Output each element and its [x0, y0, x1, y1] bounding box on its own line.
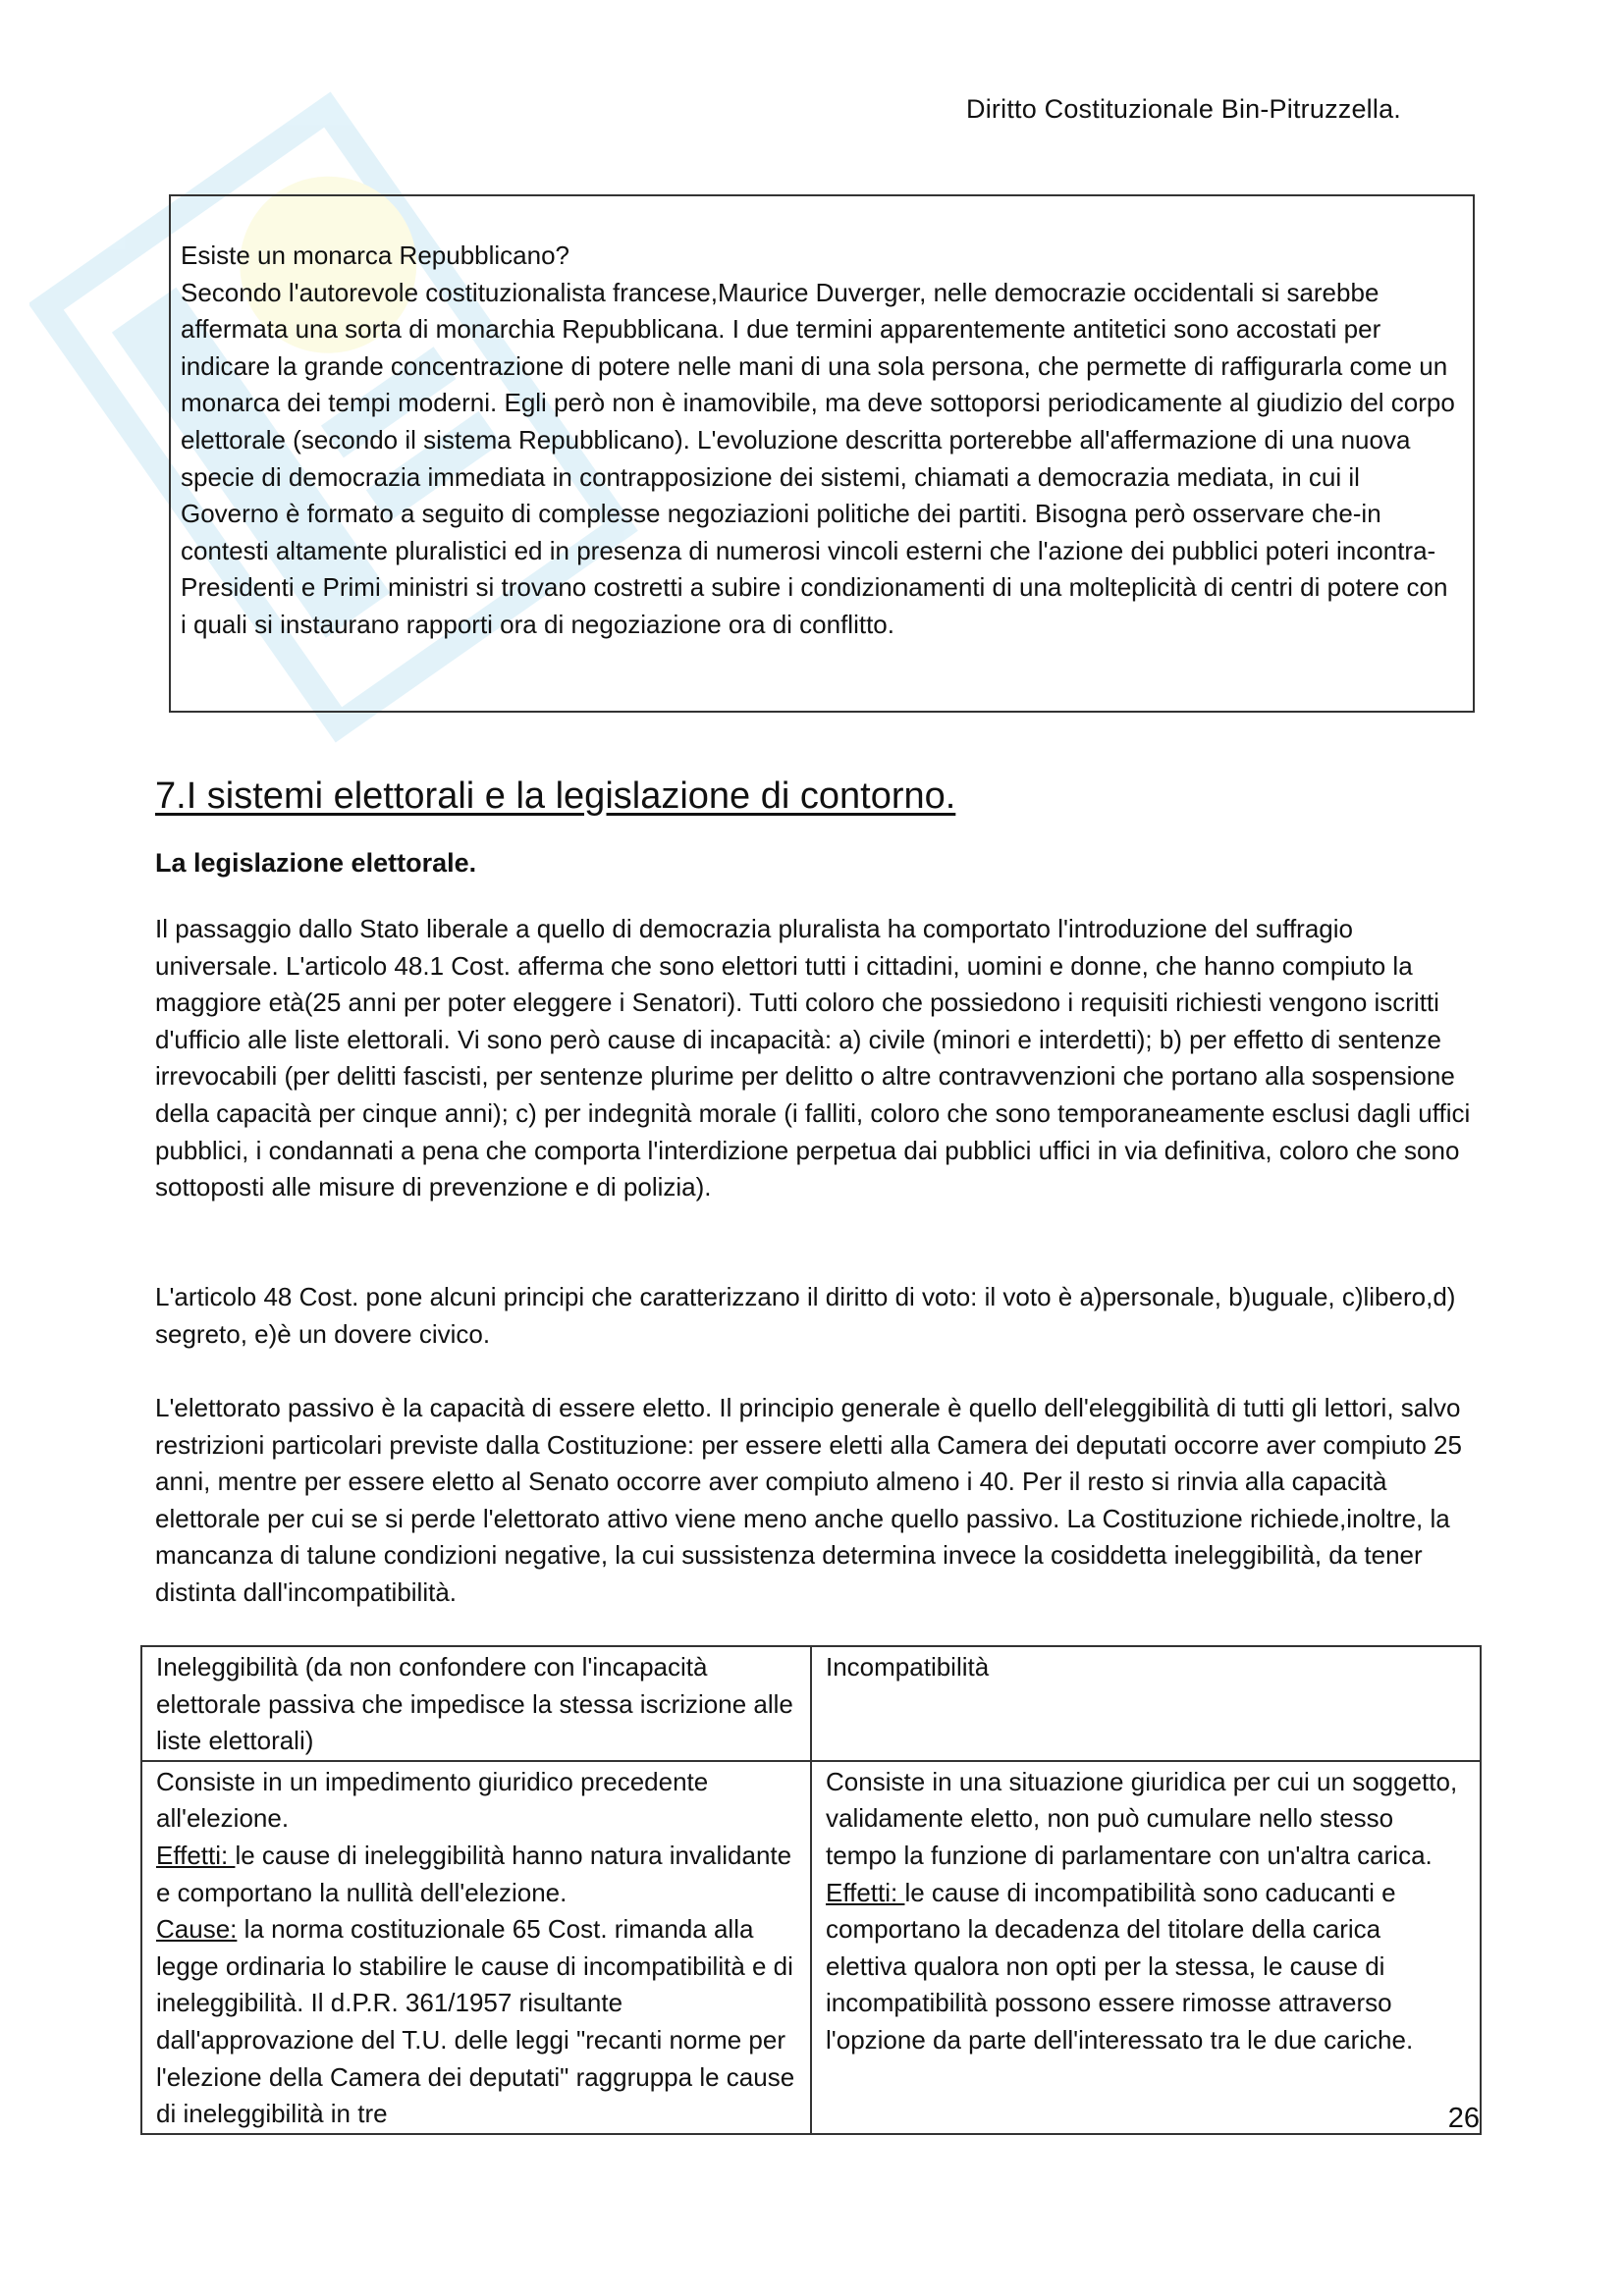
page-number: 26 [1447, 2103, 1480, 2134]
incompatibilita-definition: Consiste in una situazione giuridica per cui un soggetto, validamente eletto, non può cumulare nello stesso tempo la funzione di parlamentare con un'altra carica. [826, 1766, 1458, 1870]
cell-ineleggibilita [141, 1761, 811, 2134]
paragraph-suffrage: Il passaggio dallo Stato liberale a quello di democrazia pluralista ha comportato l'introduzione del suffragio universale. L'articolo 48.1 Cost. afferma che sono elettori tutti i cittadini, uomini e donne, che hanno compiuto la maggiore età(25 anni per poter eleggere i Senatori). Tutti coloro che possiedono i requisiti richiesti vengono iscritti d'ufficio alle liste elettorali. Vi sono però cause di incapacità: a) civile (minori e interdetti); b) per effetto di sentenze irrevocabili (per delitti fascisti, per sentenze plurime per delitto o altre contravvenzioni che portano alla sospensione della capacità per cinque anni); c) per indegnità morale (i falliti, coloro che sono temporaneamente esclusi dagli uffici pubblici, i condannati a pena che comporta l'interdizione perpetua dai pubblici uffici in via definitiva, coloro che sono sottoposti alle misure di prevenzione e di polizia). [155, 914, 1471, 1202]
paragraph-vote-principles: L'articolo 48 Cost. pone alcuni principi che caratterizzano il diritto di voto: il voto è a)personale, b)uguale, c)libero,d) segreto, e)è un dovere civico. [155, 1282, 1456, 1349]
cause-label: Cause: [156, 1914, 238, 1945]
ineleggibilita-effetti: le cause di ineleggibilità hanno natura invalidante e comportano la nullità dell'elezione. [156, 1840, 792, 1907]
callout-body: Secondo l'autorevole costituzionalista francese,Maurice Duverger, nelle democrazie occidentali si sarebbe affermata una sorta di monarchia Repubblicana. I due termini apparentemente antitetici sono accostati per indicare la grande concentrazione di potere nelle mani di una sola persona, che permette di raffigurarla come un monarca dei tempi moderni. Egli però non è inamovibile, ma deve sottoporsi periodicamente al giudizio del corpo elettorale (secondo il sistema Repubblicano). L'evoluzione descritta porterebbe all'affermazione di una nuova specie di democrazia immediata in contrapposizione dei sistemi, chiamati a democrazia mediata, in cui il Governo è formato a seguito di complesse negoziazioni politiche dei partiti. Bisogna però osservare che-in contesti altamente pluralistici ed in presenza di numerosi vincoli esterni che l'azione dei pubblici poteri incontra- Presidenti e Primi ministri si trovano costretti a subire i condizionamenti di una molteplicità di centri di potere con i quali si instaurano rapporti ora di negoziazione ora di conflitto. [181, 277, 1455, 639]
paragraph-passive-electorate: L'elettorato passivo è la capacità di essere eletto. Il principio generale è quello dell'eleggibilità di tutti gli lettori, salvo restrizioni particolari previste dalla Costituzione: per essere eletti alla Camera dei deputati occorre aver compiuto 25 anni, mentre per essere eletto al Senato occorre aver compiuto almeno i 40. Per il resto si rinvia alla capacità elettorale per cui se si perde l'elettorato attivo viene meno anche quello passivo. La Costituzione richiede,inoltre, la mancanza di talune condizioni negative, la cui sussistenza determina invece la cosiddetta ineleggibilità, da tener distinta dall'incompatibilità. [155, 1393, 1462, 1607]
section-heading: 7.I sistemi elettorali e la legislazione di contorno. [155, 775, 956, 817]
header-incompatibilita: Incompatibilità [811, 1646, 1481, 1761]
header-ineleggibilita: Ineleggibilità (da non confondere con l'incapacità elettorale passiva che impedisce la stessa iscrizione alle liste elettorali) [141, 1646, 811, 1761]
document-header: Diritto Costituzionale Bin-Pitruzzella. [966, 94, 1401, 124]
table-header-row [141, 1646, 1481, 1761]
effetti-label: Effetti: [156, 1840, 236, 1870]
ineleggibilita-definition: Consiste in un impedimento giuridico precedente all'elezione. [156, 1766, 709, 1834]
sub-heading: La legislazione elettorale. [155, 848, 477, 878]
cell-incompatibilita [811, 1761, 1481, 2134]
effetti-label: Effetti: [826, 1877, 905, 1907]
comparison-table [140, 1645, 1482, 2135]
incompatibilita-effetti: le cause di incompatibilità sono caducanti e comportano la decadenza del titolare della carica elettiva qualora non opti per la stessa, le cause di incompatibilità possono essere rimosse attraverso l'opzione da parte dell'interessato tra le due cariche. [826, 1877, 1414, 2055]
table-row [141, 1761, 1481, 2134]
callout-box [169, 194, 1475, 713]
callout-question: Esiste un monarca Repubblicano? [181, 240, 570, 270]
ineleggibilita-cause: la norma costituzionale 65 Cost. rimanda alla legge ordinaria lo stabilire le cause di incompatibilità e di ineleggibilità. Il d.P.R. 361/1957 risultante dall'approvazione del T.U. delle leggi "recanti norme per l'elezione della Camera dei deputati" raggruppa le cause di ineleggibilità in tre [156, 1914, 795, 2129]
